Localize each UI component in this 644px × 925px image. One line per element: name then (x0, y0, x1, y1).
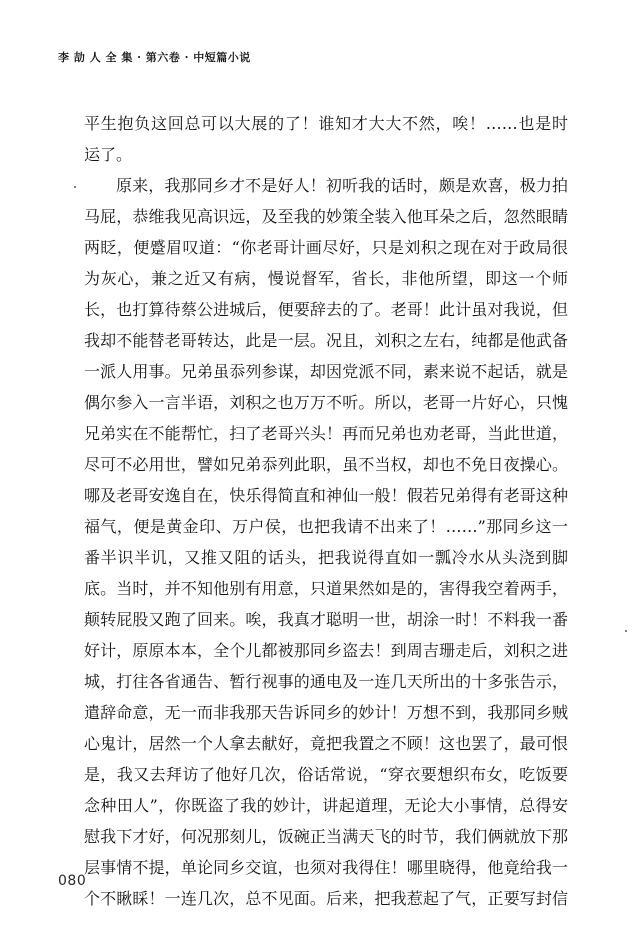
text-line: 哪及老哥安逸自在，快乐得简直和神仙一般！假若兄弟得有老哥这种 (84, 486, 568, 505)
text-line: 遣辞命意，无一而非我那天告诉同乡的妙计！万想不到，我那同乡贼 (84, 703, 568, 722)
scan-speck (74, 186, 76, 188)
text-line: 番半识半讥，又推又阻的话头，把我说得直如一瓢冷水从头浇到脚 (84, 548, 568, 567)
text-line: 两眨，便蹙眉叹道：“你老哥计画尽好，只是刘积之现在对于政局很 (84, 238, 568, 257)
text-line: 慰我下才好，何况那刻儿，饭碗正当满天飞的时节，我们俩就放下那 (84, 827, 568, 846)
text-line: 运了。 (84, 145, 133, 164)
text-line: 层事情不提，单论同乡交谊，也须对我得住！哪里晓得，他竟给我一 (84, 858, 568, 877)
scan-speck (625, 630, 627, 632)
text-line: 是，我又去拜访了他好几次，俗话常说，“穿衣要想织布女，吃饭要 (84, 765, 568, 784)
text-line: 长，也打算待蔡公进城后，便要辞去的了。老哥！此计虽对我说，但 (84, 300, 568, 319)
text-line: 我却不能替老哥转达，此是一层。况且，刘积之左右，纯都是他武备 (84, 331, 568, 350)
text-line: 底。当时，并不知他别有用意，只道果然如是的，害得我空着两手， (84, 579, 568, 598)
text-line: 个不瞅睬！一连几次，总不见面。后来，把我惹起了气，正要写封信 (84, 889, 568, 908)
running-header: 李 劼 人 全 集 · 第六卷 · 中短篇小说 (58, 51, 251, 64)
text-line: 一派人用事。兄弟虽忝列参谋，却因党派不同，素来说不起话，就是 (84, 362, 568, 381)
text-line: 颠转屁股又跑了回来。唉，我真才聪明一世，胡涂一时！不料我一番 (84, 610, 568, 629)
text-line: 平生抱负这回总可以大展的了！谁知才大大不然，唉！……也是时 (84, 114, 568, 133)
text-line: 福气，便是黄金印、万户侯，也把我请不出来了！……”那同乡这一 (84, 517, 568, 536)
text-line: 兄弟实在不能帮忙，扫了老哥兴头！再而兄弟也劝老哥，当此世道， (84, 424, 568, 443)
text-line: 城，打往各省通告、暂行视事的通电及一连几天所出的十多张告示， (84, 672, 568, 691)
text-line: 马屁，恭维我见高识远，及至我的妙策全装入他耳朵之后，忽然眼睛 (84, 207, 568, 226)
text-line: 念种田人”，你既盗了我的妙计，讲起道理，无论大小事情，总得安 (84, 796, 568, 815)
page-number: 080 (58, 873, 87, 889)
paragraph-first-line: 原来，我那同乡才不是好人！初听我的话时，颇是欢喜，极力拍 (116, 176, 568, 195)
text-line: 尽可不必用世，譬如兄弟忝列此职，虽不当权，却也不免日夜操心。 (84, 455, 568, 474)
text-line: 好计，原原本本，全个儿都被那同乡盗去！到周吉珊走后，刘积之进 (84, 641, 568, 660)
text-line: 心鬼计，居然一个人拿去献好，竟把我置之不顾！这也罢了，最可恨 (84, 734, 568, 753)
text-line: 偶尔参入一言半语，刘积之也万万不听。所以，老哥一片好心，只愧 (84, 393, 568, 412)
body-text (84, 108, 568, 914)
text-line: 为灰心，兼之近又有病，慢说督军，省长，非他所望，即这一个师 (84, 269, 568, 288)
